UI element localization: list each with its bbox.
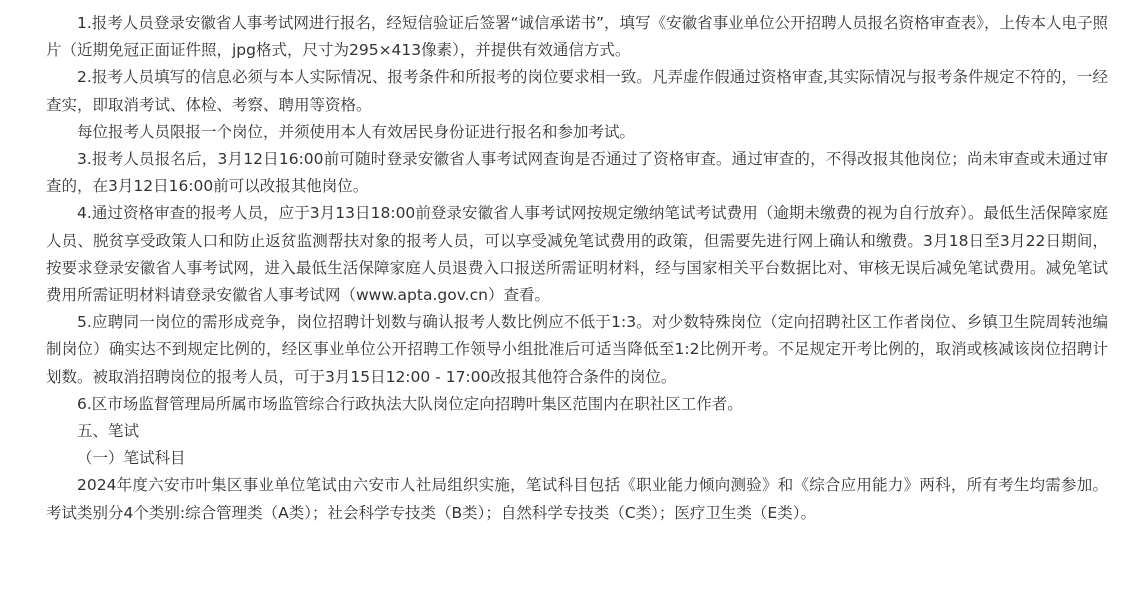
paragraph-registration-step-4: 4.通过资格审查的报考人员，应于3月13日18:00前登录安徽省人事考试网按规定缴纳笔试考试费用（逾期未缴费的视为自行放弃）。最低生活保障家庭人员、脱贫享受政策人口和防止返贫监测帮扶对象的报考人员，可以享受减免笔试费用的政策，但需要先进行网上确认和缴费。3月18日至3月22日期间，按要求登录安徽省人事考试网，进入最低生活保障家庭人员退费入口报送所需证明材料，经与国家相关平台数据比对、审核无误后减免笔试费用。减免笔试费用所需证明材料请登录安徽省人事考试网（www.apta.gov.cn）查看。 bbox=[46, 204, 1108, 305]
paragraph-registration-step-1: 1.报考人员登录安徽省人事考试网进行报名，经短信验证后签署“诚信承诺书”，填写《安徽省事业单位公开招聘人员报名资格审查表》，上传本人电子照片（近期免冠正面证件照，jpg格式，尺寸为295×413像素），并提供有效通信方式。 bbox=[46, 14, 1108, 60]
paragraph-registration-step-3: 3.报考人员报名后，3月12日16:00前可随时登录安徽省人事考试网查询是否通过了资格审查。通过审查的，不得改报其他岗位；尚未审查或未通过审查的，在3月12日16:00前可以改报其他岗位。 bbox=[46, 150, 1108, 196]
paragraph-registration-step-2: 2.报考人员填写的信息必须与本人实际情况、报考条件和所报考的岗位要求相一致。凡弄虚作假通过资格审查,其实际情况与报考条件规定不符的，一经查实，即取消考试、体检、考察、聘用等资格。 bbox=[46, 68, 1108, 114]
paragraph-one-position-rule: 每位报考人员限报一个岗位，并须使用本人有效居民身份证进行报名和参加考试。 bbox=[77, 122, 636, 141]
paragraph-exam-subjects: 2024年度六安市叶集区事业单位笔试由六安市人社局组织实施，笔试科目包括《职业能力倾向测验》和《综合应用能力》两科，所有考生均需参加。考试类别分4个类别:综合管理类（A类）；社会科学专技类（B类）；自然科学专技类（C类）；医疗卫生类（E类）。 bbox=[46, 476, 1108, 522]
paragraph-registration-step-5: 5.应聘同一岗位的需形成竞争，岗位招聘计划数与确认报考人数比例应不低于1:3。对少数特殊岗位（定向招聘社区工作者岗位、乡镇卫生院周转池编制岗位）确实达不到规定比例的，经区事业单位公开招聘工作领导小组批准后可适当降低至1:2比例开考。不足规定开考比例的，取消或核减该岗位招聘计划数。被取消招聘岗位的报考人员，可于3月15日12:00 - 17:00改报其他符合条件的岗位。 bbox=[46, 313, 1108, 386]
paragraph-registration-step-6: 6.区市场监督管理局所属市场监管综合行政执法大队岗位定向招聘叶集区范围内在职社区工作者。 bbox=[77, 394, 743, 413]
section-heading-written-exam: 五、笔试 bbox=[77, 422, 140, 441]
sub-heading-exam-subjects: （一）笔试科目 bbox=[77, 449, 186, 468]
